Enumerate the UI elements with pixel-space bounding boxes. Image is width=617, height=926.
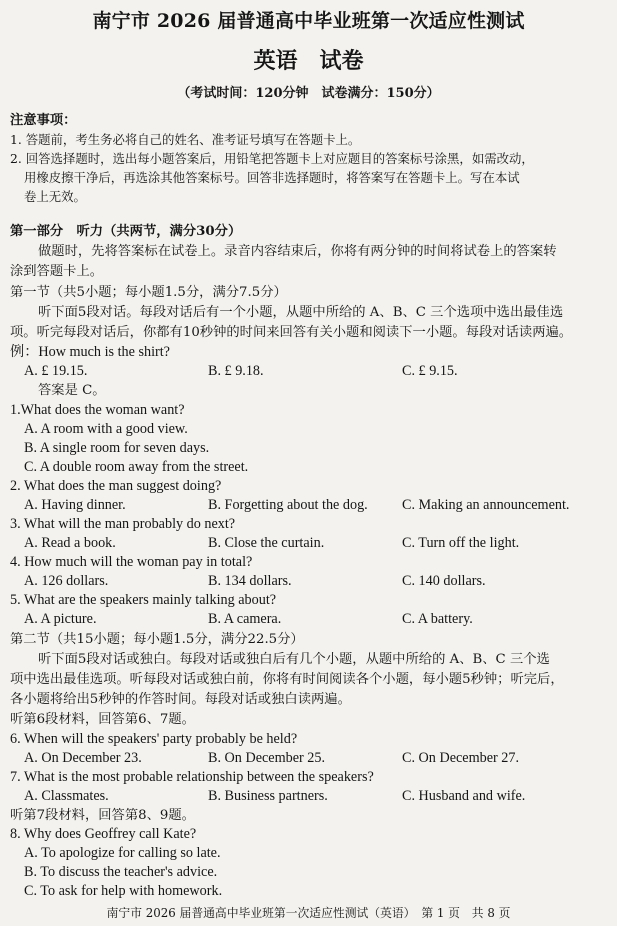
section1-heading: 第一节（共5小题；每小题1.5分，满分7.5分） [10, 285, 287, 300]
notice-item-2-line-1: 2. 回答选择题时，选出每小题答案后，用铅笔把答题卡上对应题目的答案标号涂黑，如需改动， [10, 151, 534, 166]
q3-stem: 3. What will the man probably do next? [10, 516, 236, 532]
exam-title: 南宁市 2026 届普通高中毕业班第一次适应性测试 [92, 10, 525, 32]
q8-stem: 8. Why does Geoffrey call Kate? [10, 826, 197, 842]
q2-option-b: B. Forgetting about the dog. [208, 497, 368, 513]
q3-option-b: B. Close the curtain. [208, 535, 325, 551]
example-answer: 答案是 C。 [38, 383, 106, 398]
q1-option-c: C. A double room away from the street. [24, 459, 249, 475]
q6-option-a: A. On December 23. [24, 750, 142, 766]
q6-option-b: B. On December 25. [208, 750, 326, 766]
q7-option-a: A. Classmates. [24, 788, 109, 804]
q8-option-c: C. To ask for help with homework. [24, 883, 223, 899]
q5-option-a: A. A picture. [24, 611, 97, 627]
q8-option-b: B. To discuss the teacher's advice. [24, 864, 218, 880]
exam-info: （考试时间：120分钟 试卷满分：150分） [177, 86, 440, 101]
q7-option-c: C. Husband and wife. [402, 788, 526, 804]
page-footer: 南宁市 2026 届普通高中毕业班第一次适应性测试（英语） 第 1 页 共 8 页 [106, 906, 511, 920]
notice-item-2-line-3: 卷上无效。 [24, 189, 86, 204]
q2-stem: 2. What does the man suggest doing? [10, 478, 222, 494]
example-option-b: B. £ 9.18. [208, 363, 264, 379]
q2-option-a: A. Having dinner. [24, 497, 126, 513]
example-option-c: C. £ 9.15. [402, 363, 458, 379]
q1-stem: 1.What does the woman want? [10, 402, 185, 418]
notice-heading: 注意事项： [10, 113, 77, 128]
q4-option-a: A. 126 dollars. [24, 573, 109, 589]
section1-instr-line-2: 项。听完每段对话后，你都有10秒钟的时间来回答有关小题和阅读下一小题。每段对话读两遍。 [10, 325, 573, 340]
q8-option-a: A. To apologize for calling so late. [24, 845, 221, 861]
q1-option-a: A. A room with a good view. [24, 421, 188, 437]
q6-stem: 6. When will the speakers' party probably be held? [10, 731, 298, 747]
section2-heading: 第二节（共15小题；每小题1.5分，满分22.5分） [10, 632, 304, 647]
section2-instr-line-1: 听下面5段对话或独白。每段对话或独白后有几个小题，从题中所给的 A、B、C 三个选 [38, 652, 550, 667]
q4-option-c: C. 140 dollars. [402, 573, 486, 589]
exam-subtitle: 英语 试卷 [253, 48, 364, 74]
q7-stem: 7. What is the most probable relationship between the speakers? [10, 769, 374, 785]
part1-intro-line-2: 涂到答题卡上。 [10, 264, 104, 279]
q5-option-b: B. A camera. [208, 611, 282, 627]
section2-instr-line-2: 项中选出最佳选项。听每段对话或独白前，你将有时间阅读各个小题，每小题5秒钟；听完后， [10, 672, 564, 687]
q4-stem: 4. How much will the woman pay in total? [10, 554, 253, 570]
q7-option-b: B. Business partners. [208, 788, 328, 804]
q4-option-b: B. 134 dollars. [208, 573, 292, 589]
section2-instr-line-3: 各小题将给出5秒钟的作答时间。每段对话或独白读两遍。 [10, 692, 351, 707]
q5-stem: 5. What are the speakers mainly talking about? [10, 592, 277, 608]
notice-item-2-line-2: 用橡皮擦干净后，再选涂其他答案标号。回答非选择题时，将答案写在答题卡上。写在本试 [24, 170, 520, 185]
q1-option-b: B. A single room for seven days. [24, 440, 210, 456]
q6-option-c: C. On December 27. [402, 750, 520, 766]
q3-option-a: A. Read a book. [24, 535, 116, 551]
section1-instr-line-1: 听下面5段对话。每段对话后有一个小题，从题中所给的 A、B、C 三个选项中选出最佳选 [38, 305, 564, 320]
notice-item-1: 1. 答题前，考生务必将自己的姓名、准考证号填写在答题卡上。 [10, 132, 361, 147]
example-option-a: A. £ 19.15. [24, 363, 88, 379]
material-6-note: 听第6段材料，回答第6、7题。 [10, 712, 195, 727]
q5-option-c: C. A battery. [402, 611, 473, 627]
example-question: 例：How much is the shirt? [10, 344, 170, 360]
part1-heading: 第一部分 听力（共两节，满分30分） [10, 224, 242, 239]
q2-option-c: C. Making an announcement. [402, 497, 570, 513]
part1-intro-line-1: 做题时，先将答案标在试卷上。录音内容结束后，你将有两分钟的时间将试卷上的答案转 [38, 244, 557, 259]
material-7-note: 听第7段材料，回答第8、9题。 [10, 808, 195, 823]
q3-option-c: C. Turn off the light. [402, 535, 520, 551]
